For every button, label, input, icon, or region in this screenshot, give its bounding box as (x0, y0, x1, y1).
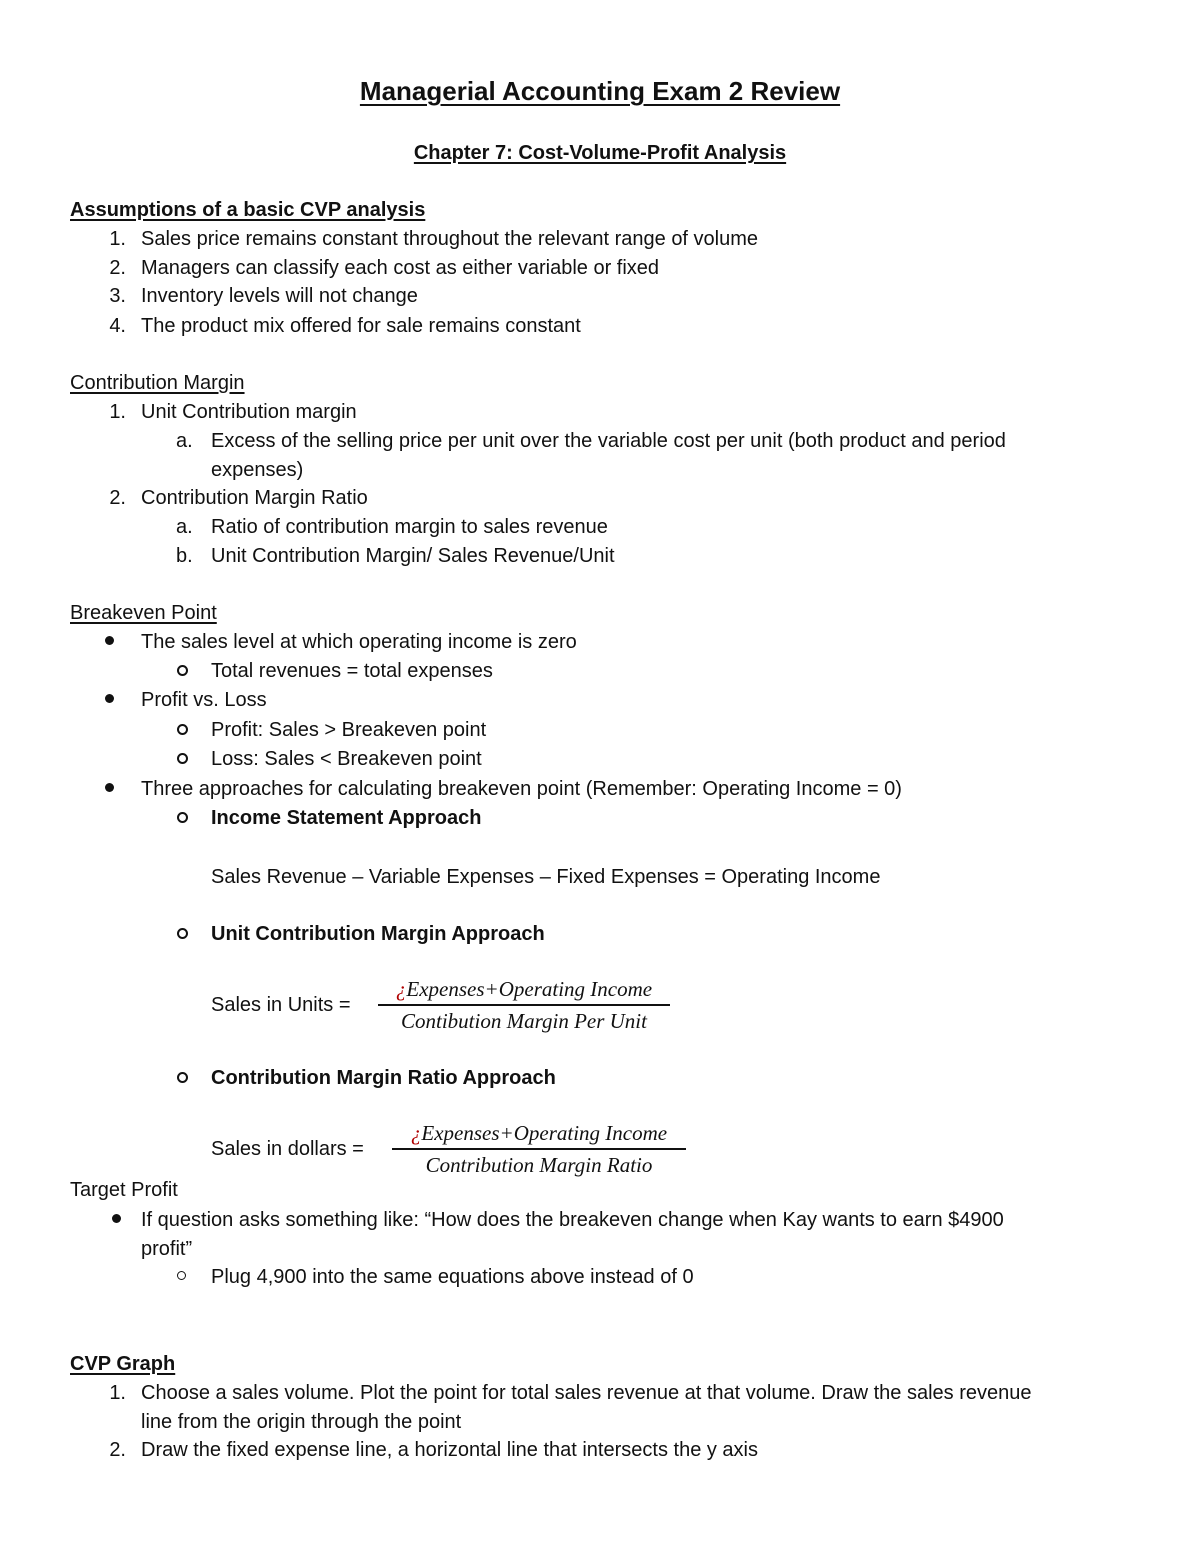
list-number: 2. (109, 257, 126, 279)
approach-heading: Unit Contribution Margin Approach (211, 923, 545, 945)
list-number: 1. (109, 228, 126, 250)
list-item: Unit Contribution margin (141, 401, 357, 423)
bullet-disc (110, 1212, 124, 1226)
list-item: Ratio of contribution margin to sales revenue (211, 516, 608, 538)
list-letter: a. (176, 430, 193, 452)
assumptions-heading: Assumptions of a basic CVP analysis (70, 199, 426, 221)
fraction-bar (378, 1004, 670, 1006)
assumption-item: Inventory levels will not change (141, 285, 418, 307)
bullet-ring (176, 1071, 190, 1085)
fraction (392, 1121, 686, 1177)
bullet-ring (176, 1270, 190, 1284)
assumption-item: Sales price remains constant throughout the relevant range of volume (141, 228, 759, 250)
breakeven-heading: Breakeven Point (70, 602, 217, 624)
list-item-continued: line from the origin through the point (141, 1411, 462, 1433)
contribution-margin-heading: Contribution Margin (70, 372, 245, 394)
bullet-ring (176, 927, 190, 941)
approach-heading: Contribution Margin Ratio Approach (211, 1067, 556, 1089)
fraction-bar (392, 1148, 686, 1150)
bullet-disc (103, 781, 117, 795)
bullet-ring (176, 752, 190, 766)
fraction-numerator: ¿Expenses+Operating Income (395, 977, 653, 1001)
list-number: 2. (109, 1439, 126, 1461)
bullet-item: Plug 4,900 into the same equations above instead of 0 (211, 1266, 694, 1288)
bullet-item: Three approaches for calculating breakeven point (Remember: Operating Income = 0) (141, 778, 902, 800)
bullet-item: If question asks something like: “How does the breakeven change when Kay wants to earn $4900 (141, 1209, 1004, 1231)
bullet-ring (176, 723, 190, 737)
assumption-item: The product mix offered for sale remains constant (141, 315, 581, 337)
equation-lhs: Sales in Units = (211, 994, 351, 1016)
approach-heading: Income Statement Approach (211, 807, 482, 829)
bullet-item: Total revenues = total expenses (211, 660, 493, 682)
list-number: 2. (109, 487, 126, 509)
list-letter: b. (176, 545, 193, 567)
bullet-disc (103, 692, 117, 706)
fraction (378, 977, 670, 1033)
list-item-continued: expenses) (211, 459, 304, 481)
bullet-item: Profit vs. Loss (141, 689, 267, 711)
bullet-ring (176, 664, 190, 678)
equation: Sales Revenue – Variable Expenses – Fixed Expenses = Operating Income (211, 866, 881, 888)
list-number: 3. (109, 285, 126, 307)
list-item: Choose a sales volume. Plot the point for total sales revenue at that volume. Draw the sales revenue (141, 1382, 1032, 1404)
list-number: 4. (109, 315, 126, 337)
list-item: Excess of the selling price per unit over the variable cost per unit (both product and period (211, 430, 1006, 452)
chapter-heading: Chapter 7: Cost-Volume-Profit Analysis (413, 142, 787, 164)
fraction-denominator: Contibution Margin Per Unit (401, 1008, 647, 1033)
bullet-item-continued: profit” (141, 1238, 193, 1260)
list-item: Draw the fixed expense line, a horizontal line that intersects the y axis (141, 1439, 758, 1461)
list-number: 1. (109, 401, 126, 423)
equation-lhs: Sales in dollars = (211, 1138, 364, 1160)
bullet-item: Profit: Sales > Breakeven point (211, 719, 487, 741)
fraction-denominator: Contribution Margin Ratio (425, 1152, 653, 1177)
cvp-graph-heading: CVP Graph (70, 1353, 176, 1375)
target-profit-heading: Target Profit (70, 1179, 178, 1201)
fraction-numerator: ¿Expenses+Operating Income (410, 1121, 668, 1145)
bullet-item: The sales level at which operating income is zero (141, 631, 577, 653)
bullet-ring (176, 811, 190, 825)
list-number: 1. (109, 1382, 126, 1404)
list-letter: a. (176, 516, 193, 538)
page-title: Managerial Accounting Exam 2 Review (359, 76, 841, 106)
assumption-item: Managers can classify each cost as either variable or fixed (141, 257, 660, 279)
list-item: Contribution Margin Ratio (141, 487, 368, 509)
list-item: Unit Contribution Margin/ Sales Revenue/Unit (211, 545, 615, 567)
bullet-disc (103, 634, 117, 648)
bullet-item: Loss: Sales < Breakeven point (211, 748, 482, 770)
